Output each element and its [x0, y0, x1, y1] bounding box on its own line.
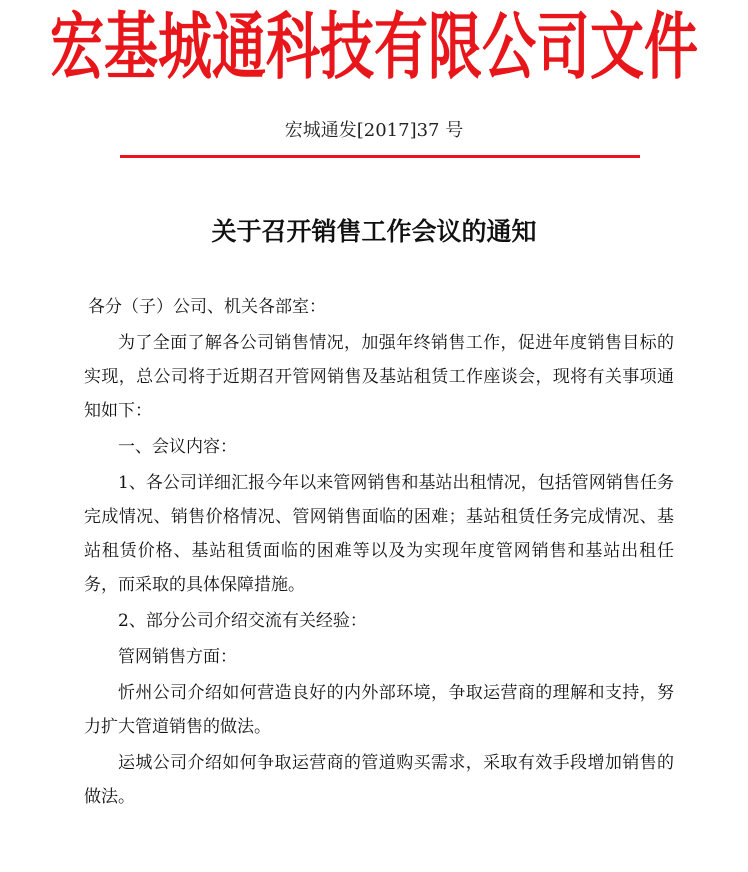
- item-2-paragraph: 2、部分公司介绍交流有关经验：: [118, 611, 367, 631]
- pipe-sales-heading: 管网销售方面：: [118, 647, 237, 667]
- intro-paragraph: 为了全面了解各公司销售情况，加强年终销售工作，促进年度销售目标的实现，总公司将于近期召开管网销售及基站租赁工作座谈会，现将有关事项通知如下：: [84, 333, 674, 421]
- notice-title: 关于召开销售工作会议的通知: [211, 217, 537, 246]
- masthead: [0, 0, 748, 110]
- document-number: 宏城通发[2017]37 号: [284, 120, 464, 141]
- organization-title: 宏基城通科技有限公司文件: [50, 3, 698, 90]
- item-1-paragraph: 1、各公司详细汇报今年以来管网销售和基站出租情况，包括管网销售任务完成情况、销售价格情况、管网销售面临的困难；基站租赁任务完成情况、基站租赁价格、基站租赁面临的困难等以及为实现年度管网销售和基站出租任务，而采取的具体保障措施。: [84, 473, 674, 595]
- red-divider: [120, 155, 640, 158]
- section-heading-meeting-content: 一、会议内容：: [118, 437, 237, 457]
- xinzhou-paragraph: 忻州公司介绍如何营造良好的内外部环境，争取运营商的理解和支持，努力扩大管道销售的做法。: [84, 683, 674, 737]
- yuncheng-paragraph: 运城公司介绍如何争取运营商的管道购买需求，采取有效手段增加销售的做法。: [84, 753, 674, 807]
- notice-body: [84, 290, 674, 816]
- salutation: 各分（子）公司、机关各部室：: [88, 297, 326, 317]
